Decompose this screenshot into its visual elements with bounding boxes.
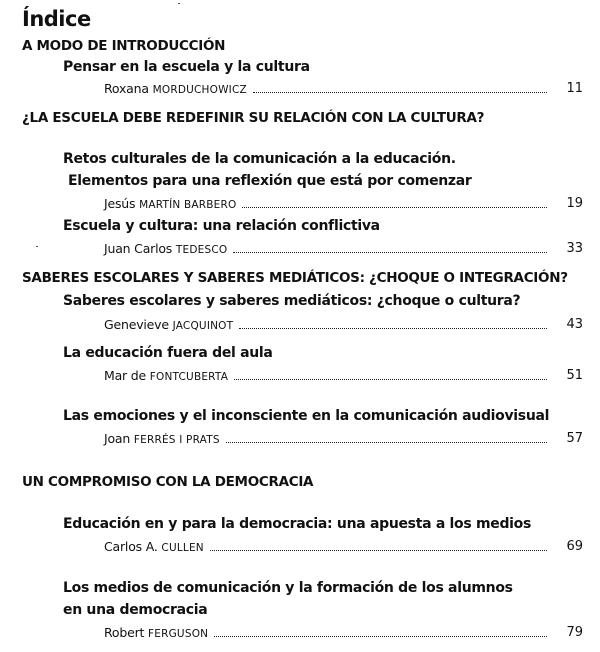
entry-author-row (104, 316, 583, 332)
author-last-name: FERGUSON (148, 628, 209, 640)
author-first-name: Jesús (104, 196, 136, 211)
author-first-name: Juan Carlos (104, 241, 173, 256)
entry-author (104, 625, 208, 640)
dot-leader (214, 635, 547, 637)
scan-speck (178, 3, 180, 4)
dot-leader (234, 378, 547, 380)
author-last-name: TEDESCO (175, 244, 228, 256)
page-title: Índice (22, 7, 91, 31)
entry-title: Educación en y para la democracia: una apuesta a los medios (63, 516, 532, 532)
entry-title: Retos culturales de la comunicación a la educación. (63, 151, 456, 167)
entry-author-row (104, 624, 583, 640)
section-heading: A MODO DE INTRODUCCIÓN (22, 38, 226, 54)
author-first-name: Mar de (104, 368, 146, 383)
entry-author (104, 81, 247, 96)
entry-title: Pensar en la escuela y la cultura (63, 59, 310, 75)
dot-leader (233, 251, 547, 253)
entry-author (104, 539, 204, 554)
section-heading: UN COMPROMISO CON LA DEMOCRACIA (22, 474, 314, 490)
entry-author (104, 317, 233, 332)
entry-author-row (104, 430, 583, 446)
dot-leader (226, 441, 547, 443)
entry-author (104, 241, 227, 256)
author-first-name: Joan (104, 431, 131, 446)
entry-title: Escuela y cultura: una relación conflictiva (63, 218, 380, 234)
author-last-name: FERRÉS I PRATS (133, 434, 220, 446)
author-first-name: Genevieve (104, 317, 169, 332)
author-first-name: Roxana (104, 81, 149, 96)
entry-author (104, 431, 220, 446)
page-number: 19 (566, 196, 583, 211)
entry-title: Saberes escolares y saberes mediáticos: ¿choque o cultura? (63, 293, 521, 309)
author-last-name: MARTÍN BARBERO (139, 199, 237, 211)
entry-title: La educación fuera del aula (63, 345, 273, 361)
entry-title-continued: Elementos para una reflexión que está por comenzar (68, 173, 472, 189)
page-number: 43 (566, 317, 583, 332)
page-number: 11 (566, 81, 583, 96)
section-heading: SABERES ESCOLARES Y SABERES MEDIÁTICOS: ¿CHOQUE O INTEGRACIÓN? (22, 270, 568, 286)
page-number: 33 (566, 241, 583, 256)
page-number: 57 (566, 431, 583, 446)
page-number: 79 (566, 625, 583, 640)
dot-leader (210, 549, 547, 551)
dot-leader (239, 327, 547, 329)
dot-leader (253, 91, 547, 93)
section-heading: ¿LA ESCUELA DEBE REDEFINIR SU RELACIÓN CON LA CULTURA? (22, 110, 485, 126)
entry-author-row (104, 195, 583, 211)
entry-title-continued: en una democracia (63, 602, 208, 618)
entry-author-row (104, 80, 583, 96)
author-first-name: Carlos A. (104, 539, 158, 554)
author-last-name: CULLEN (161, 542, 204, 554)
author-last-name: MORDUCHOWICZ (152, 84, 247, 96)
entry-author-row (104, 367, 583, 383)
dot-leader (242, 206, 547, 208)
page-number: 69 (566, 539, 583, 554)
entry-author (104, 368, 228, 383)
entry-author (104, 196, 236, 211)
author-last-name: FONTCUBERTA (149, 371, 229, 383)
entry-title: Las emociones y el inconsciente en la comunicación audiovisual (63, 408, 550, 424)
entry-title: Los medios de comunicación y la formación de los alumnos (63, 580, 513, 596)
entry-author-row (104, 538, 583, 554)
page-number: 51 (566, 368, 583, 383)
author-last-name: JACQUINOT (172, 320, 234, 332)
scan-speck (36, 246, 38, 247)
entry-author-row (104, 240, 583, 256)
author-first-name: Robert (104, 625, 145, 640)
